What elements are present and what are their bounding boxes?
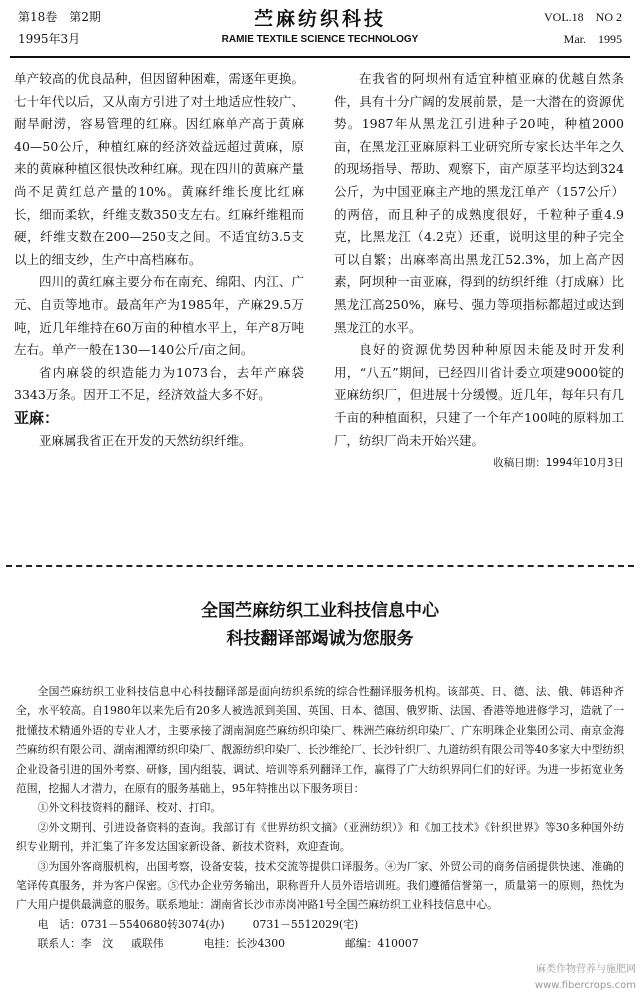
date-cn: 1995年3月 bbox=[18, 32, 81, 46]
phone-home: 0731－5512029(宅) bbox=[252, 917, 359, 931]
phone-label: 电 话： bbox=[37, 917, 81, 931]
ad-item: ②外文期刊、引进设备资料的查询。我部订有《世界纺织文摘》（亚洲纺织）》和《加工技术》《针织世界》等30多种国外纺织专业期刊，并汇集了许多发达国家新设备、新技术资料，欢迎查询。 bbox=[16, 820, 624, 854]
left-paragraph: 省内麻袋的织造能力为1073台，去年产麻袋3343万条。因开工不足，经济效益大多不好。 bbox=[14, 364, 304, 403]
watermark-line2: www.fibercrops.com bbox=[534, 980, 636, 991]
right-paragraph: 在我省的阿坝州有适宜种植亚麻的优越自然条件，具有十分广阔的发展前景，是一大潜在的资源优势。1987年从黑龙江引进种子20吨，种植2000亩，在黑龙江亚麻原料工业研究所专家长达半年之久的现场指导、帮助、观察下，亩产原茎平均达到324公斤，为中国亚麻主产地的黑龙江单产（157公斤）的两倍，而且种子的成熟度很好，千粒种子重4.9克，比黑龙江（4.2克）还重，说明这里的种子完全可以自繁；出麻率高出黑龙江52.3%，加上高产因素，阿坝种一亩亚麻，得到的纺织纤维（打成麻）比黑龙江高250%，麻号、强力等项指标都超过或达到黑龙江的水平。 bbox=[334, 71, 624, 335]
ad-title bbox=[0, 597, 640, 653]
received-date: 收稿日期：1994年10月3日 bbox=[493, 457, 624, 470]
cable-code: 长沙4300 bbox=[235, 937, 286, 951]
section-divider bbox=[6, 565, 634, 567]
person-label: 联系人： bbox=[37, 937, 81, 951]
ad-intro: 全国苎麻纺织工业科技信息中心科技翻译部是面向纺织系统的综合性翻译服务机构。该部英、日、德、法、俄、韩语种齐全，水平较高。自1980年以来先后有20多人被选派到美国、英国、日本、德国、俄罗斯、法国、香港等地进修学习，造就了一批懂技术精通外语的专业人才，主要承接了湖南洞庭苎麻纺织印染厂、株洲苎麻纺织印染厂、广东明珠企业集团公司、南京金海苎麻纺织有限公司、湖南湘潭纺织印染厂、靓源纺织印染厂、长沙维纶厂、长沙针织厂、九道纺织有限公司等40多家大中型纺织企业设备引进的国外考察、研修，国内组装、调试、培训等系列翻译工作，赢得了广大纺织界同仁们的好评。为进一步拓宽业务范围，挖掘人才潜力，在原有的服务基础上，95年特推出以下服务项目： bbox=[16, 685, 624, 796]
header-left bbox=[18, 6, 101, 50]
ad-title-line2: 科技翻译部竭诚为您服务 bbox=[226, 629, 414, 649]
right-paragraph: 良好的资源优势因种种原因未能及时开发利用，“八五”期间，已经四川省计委立项建9000锭的亚麻纺织厂，但进展十分缓慢。近几年，每年只有几千亩的种植面积，只建了一个年产100吨的原料加工厂，纺织厂尚未开始兴建。 bbox=[334, 342, 624, 448]
watermark bbox=[535, 962, 636, 994]
volume-en: VOL.18 NO 2 bbox=[544, 10, 622, 24]
left-paragraph: 四川的黄红麻主要分布在南充、绵阳、内江、广元、自贡等地市。最高年产为1985年，产麻29.5万吨，近几年维持在60万亩的种植水平上，年产8万吨左右。单产一般在130—140公斤/亩之间。 bbox=[14, 274, 304, 358]
ad-title-line1: 全国苎麻纺织工业科技信息中心 bbox=[201, 601, 439, 621]
person-2: 戚联伟 bbox=[131, 937, 164, 951]
header-center bbox=[180, 4, 460, 45]
left-column bbox=[14, 68, 304, 452]
journal-title-cn: 苎麻纺织科技 bbox=[253, 8, 386, 30]
left-paragraph: 单产较高的优良品种，但因留种困难，需逐年更换。七十年代以后，又从南方引进了对土地适应性较广、耐旱耐涝，容易管理的红麻。因红麻单产高于黄麻40—50公斤，种植红麻的经济效益远超过黄麻，原来的黄麻种植区很快改种红麻。现在四川的黄麻产量尚不足黄红总产量的10%。黄麻纤维长度比红麻长，细而柔软，纤维支数350支左右。红麻纤维粗而硬，纤维支数在200—250支之间。不适宜纺3.5支以上的细支纱，生产中高档麻布。 bbox=[14, 71, 304, 267]
contact-phone-row bbox=[16, 915, 624, 934]
phone-office: 0731－5540680转3074(办) bbox=[80, 917, 225, 931]
watermark-line1: 麻类作物营养与施肥网 bbox=[536, 964, 636, 975]
section-text-flax: 亚麻属我省正在开发的天然纺织纤维。 bbox=[39, 432, 252, 448]
section-heading-flax: 亚麻： bbox=[14, 408, 60, 427]
cable-label: 电挂： bbox=[203, 937, 236, 951]
journal-header bbox=[0, 0, 640, 58]
date-en: Mar. 1995 bbox=[563, 32, 622, 46]
zip-label: 邮编： bbox=[345, 937, 378, 951]
ad-item: ③为国外客商服机构，出国考察，设备安装，技术交流等提供口译服务。④为厂家、外贸公司的商务信函提供快速、准确的笔译传真服务，并为客户保密。⑤代办企业劳务输出，职称晋升人员外语培训班。我们遵循信誉第一，质量第一的原则，热忱为广大用户提供最满意的服务。联系地址：湖南省长沙市赤岗冲路1号全国苎麻纺织工业科技信息中心。 bbox=[16, 859, 624, 912]
contact-person-row bbox=[16, 934, 624, 953]
header-right bbox=[544, 6, 622, 50]
volume-cn: 第18卷 第2期 bbox=[18, 10, 101, 24]
right-column bbox=[334, 68, 624, 475]
journal-title-en: RAMIE TEXTILE SCIENCE TECHNOLOGY bbox=[221, 34, 419, 45]
zip-code: 410007 bbox=[377, 937, 419, 951]
person-1: 李 汶 bbox=[80, 937, 114, 951]
ad-body bbox=[16, 682, 624, 954]
ad-item: ①外文科技资料的翻译、校对、打印。 bbox=[37, 801, 222, 815]
header-rule bbox=[10, 56, 630, 58]
